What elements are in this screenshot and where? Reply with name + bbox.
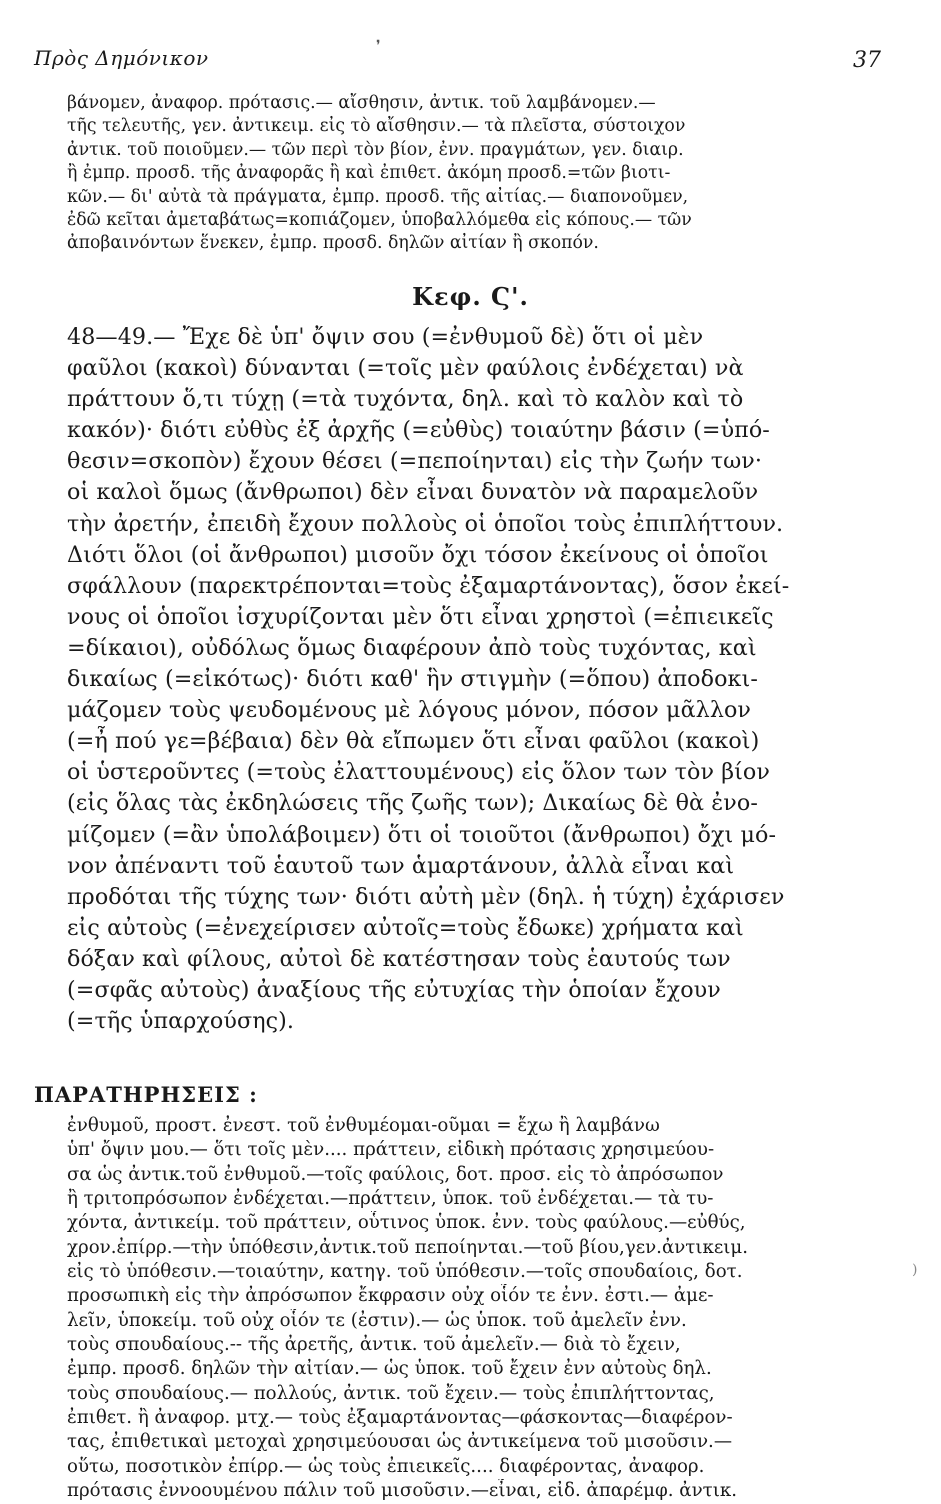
text-line: εἰς αὐτοὺς (=ἐνεχείρισεν αὐτοῖς=τοὺς ἔδωκε) χρήματα καὶ — [67, 914, 744, 941]
running-title: Πρὸς Δημόνικον — [34, 46, 209, 70]
text-line: θεσιν=σκοπὸν) ἔχουν θέσει (=πεποίηνται) εἰς τὴν ζωήν των· — [67, 448, 763, 475]
text-line: μάζομεν τοὺς ψευδομένους μὲ λόγους μόνον, πόσον μᾶλλον — [67, 697, 752, 724]
text-line: (=σφᾶς αὐτοὺς) ἀναξίους τῆς εὐτυχίας τὴν ὁποίαν ἔχουν — [67, 976, 721, 1003]
text-line: νον ἀπέναντι τοῦ ἑαυτοῦ των ἁμαρτάνουν, ἀλλὰ εἶναι καὶ — [67, 852, 735, 879]
note-line: ὑπ' ὄψιν μου.— ὅτι τοῖς μὲν.... πράττειν, εἰδικὴ πρότασις χρησιμεύου- — [67, 1139, 715, 1161]
text-line: φαῦλοι (κακοὶ) δύνανται (=τοῖς μὲν φαύλοις ἐνδέχεται) νὰ — [67, 355, 744, 382]
ink-speck: ❜ — [376, 38, 381, 54]
page-number: 37 — [853, 48, 881, 73]
note-line: ἐπιθετ. ἢ ἀναφορ. μτχ.— τοὺς ἐξαμαρτάνοντας—φάσκοντας—διαφέρον- — [67, 1407, 733, 1429]
commentary-line: τῆς τελευτῆς, γεν. ἀντικειμ. εἰς τὸ αἴσθησιν.— τὰ πλεῖστα, σύστοιχον — [67, 116, 686, 137]
note-line: χρον.ἐπίρρ.—τὴν ὑπόθεσιν,ἀντικ.τοῦ πεποίηνται.—τοῦ βίου,γεν.ἀντικειμ. — [67, 1236, 749, 1258]
note-line: λεῖν, ὑποκείμ. τοῦ οὐχ οἷόν τε (ἐστιν).— ὡς ὑποκ. τοῦ ἀμελεῖν ἐνν. — [67, 1309, 687, 1331]
chapter-heading: Κεφ. Ϛ'. — [412, 282, 529, 311]
note-line: εἰς τὸ ὑπόθεσιν.—τοιαύτην, κατηγ. τοῦ ὑπόθεσιν.—τοῖς σπουδαίοις, δοτ. — [67, 1261, 743, 1283]
note-line: τοὺς σπουδαίους.-- τῆς ἀρετῆς, ἀντικ. τοῦ ἀμελεῖν.— διὰ τὸ ἔχειν, — [67, 1334, 681, 1356]
commentary-line: κῶν.— δι' αὐτὰ τὰ πράγματα, ἐμπρ. προσδ. τῆς αἰτίας.— διαπονοῦμεν, — [67, 186, 689, 207]
text-line: προδόται τῆς τύχης των· διότι αὐτὴ μὲν (δηλ. ἡ τύχη) ἐχάρισεν — [67, 883, 785, 910]
text-line: (=τῆς ὑπαρχούσης). — [67, 1008, 295, 1035]
translation-text — [67, 322, 867, 1037]
text-line: τὴν ἀρετήν, ἐπειδὴ ἔχουν πολλοὺς οἱ ὁποῖοι τοὺς ἐπιπλήττουν. — [67, 510, 784, 537]
text-line: μίζομεν (=ἂν ὑπολάβοιμεν) ὅτι οἱ τοιοῦτοι (ἄνθρωποι) ὄχι μό- — [67, 821, 777, 848]
text-line: =δίκαιοι), οὐδόλως ὅμως διαφέρουν ἀπὸ τοὺς τυχόντας, καὶ — [67, 634, 757, 661]
text-line: Διότι ὅλοι (οἱ ἄνθρωποι) μισοῦν ὄχι τόσον ἐκείνους οἱ ὁποῖοι — [67, 541, 769, 568]
remarks-notes — [67, 1114, 867, 1504]
page-header — [34, 46, 881, 76]
commentary-line: βάνομεν, ἀναφορ. πρότασις.— αἴσθησιν, ἀντικ. τοῦ λαμβάνομεν.— — [67, 93, 656, 113]
text-line: νους οἱ ὁποῖοι ἰσχυρίζονται μὲν ὅτι εἶναι χρηστοὶ (=ἐπιεικεῖς — [67, 603, 774, 630]
text-line: οἱ καλοὶ ὅμως (ἄνθρωποι) δὲν εἶναι δυνατὸν νὰ παραμελοῦν — [67, 479, 759, 506]
commentary-line: ἀντικ. τοῦ ποιοῦμεν.— τῶν περὶ τὸν βίον, ἐνν. πραγμάτων, γεν. διαιρ. — [67, 139, 684, 160]
note-line: τας, ἐπιθετικαὶ μετοχαὶ χρησιμεύουσαι ὡς ἀντικείμενα τοῦ μισοῦσιν.— — [67, 1431, 733, 1453]
commentary-line: ἐδῶ κεῖται ἀμεταβάτως=κοπιάζομεν, ὑποβαλλόμεθα εἰς κόπους.— τῶν — [67, 209, 692, 230]
text-line: σφάλλουν (παρεκτρέπονται=τοὺς ἐξαμαρτάνοντας), ὅσον ἐκεί- — [67, 572, 790, 599]
note-line: ἐμπρ. προσδ. δηλῶν τὴν αἰτίαν.— ὡς ὑποκ. τοῦ ἔχειν ἐνν αὐτοὺς δηλ. — [67, 1358, 712, 1380]
margin-mark: ) — [912, 1262, 918, 1278]
text-line: δικαίως (=εἰκότως)· διότι καθ' ἣν στιγμὴν (=ὅπου) ἀποδοκι- — [67, 666, 758, 693]
note-line: οὕτω, ποσοτικὸν ἐπίρρ.— ὡς τοὺς ἐπιεικεῖς.... διαφέροντας, ἀναφορ. — [67, 1455, 705, 1477]
text-line: δόξαν καὶ φίλους, αὐτοὶ δὲ κατέστησαν τοὺς ἑαυτούς των — [67, 945, 731, 972]
commentary-line: ἢ ἐμπρ. προσδ. τῆς ἀναφορᾶς ἢ καὶ ἐπιθετ. ἀκόμη προσδ.=τῶν βιοτι- — [67, 163, 671, 184]
note-line: πρότασις ἐννοουμένου πάλιν τοῦ μισοῦσιν.—εἶναι, εἰδ. ἀπαρέμφ. ἀντικ. — [67, 1480, 737, 1502]
note-line: σα ὡς ἀντικ.τοῦ ἐνθυμοῦ.—τοῖς φαύλοις, δοτ. προσ. εἰς τὸ ἀπρόσωπον — [67, 1163, 724, 1185]
text-line: πράττουν ὅ,τι τύχῃ (=τὰ τυχόντα, δηλ. καὶ τὸ καλὸν καὶ τὸ — [67, 386, 744, 413]
text-line: οἱ ὑστεροῦντες (=τοὺς ἐλαττουμένους) εἰς ὅλον των τὸν βίον — [67, 759, 770, 786]
remarks-heading: ΠΑΡΑΤΗΡΗΣΕΙΣ : — [34, 1082, 258, 1107]
note-line: τοὺς σπουδαίους.— πολλούς, ἀντικ. τοῦ ἔχειν.— τοὺς ἐπιπλήττοντας, — [67, 1382, 715, 1404]
note-line: χόντα, ἀντικείμ. τοῦ πράττειν, οὗτινος ὑποκ. ἐνν. τοὺς φαύλους.—εὐθύς, — [67, 1212, 746, 1234]
text-line: κακόν)· διότι εὐθὺς ἐξ ἀρχῆς (=εὐθὺς) τοιαύτην βάσιν (=ὑπό- — [67, 417, 770, 444]
note-line: προσωπικὴ εἰς τὴν ἀπρόσωπον ἔκφρασιν οὐχ οἷόν τε ἐνν. ἐστι.— ἀμε- — [67, 1285, 714, 1307]
text-line: (=ἦ πού γε=βέβαια) δὲν θὰ εἴπωμεν ὅτι εἶναι φαῦλοι (κακοὶ) — [67, 728, 760, 755]
note-line: ἢ τριτοπρόσωπον ἐνδέχεται.—πράττειν, ὑποκ. τοῦ ἐνδέχεται.— τὰ τυ- — [67, 1188, 714, 1210]
text-line: 48—49.— Ἔχε δὲ ὑπ' ὄψιν σου (=ἐνθυμοῦ δὲ) ὅτι οἱ μὲν — [67, 324, 704, 350]
text-line: (εἰς ὅλας τὰς ἐκδηλώσεις τῆς ζωῆς των); Δικαίως δὲ θὰ ἐνο- — [67, 790, 758, 817]
commentary-line: ἀποβαινόντων ἕνεκεν, ἐμπρ. προσδ. δηλῶν αἰτίαν ἢ σκοπόν. — [67, 233, 599, 254]
note-line: ἐνθυμοῦ, προστ. ἐνεστ. τοῦ ἐνθυμέομαι-οῦμαι = ἔχω ἢ λαμβάνω — [67, 1115, 660, 1136]
commentary-top — [67, 92, 867, 256]
